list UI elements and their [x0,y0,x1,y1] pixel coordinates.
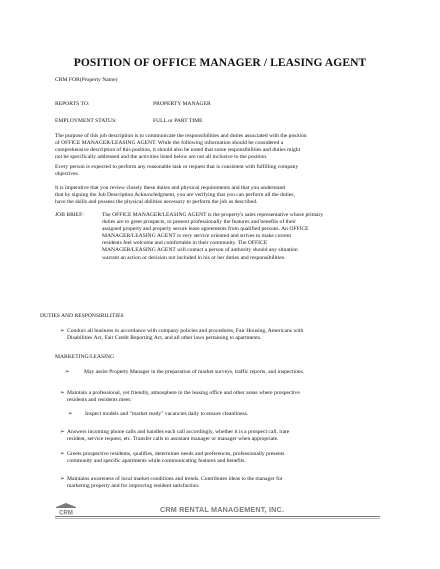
marketing-line: community and specific apartments while communicating features and benefits. [67,458,246,465]
imperative-line: It is imperative that you review closely these duties and physical requirements and that you understand [55,185,286,191]
job-brief-line: duties are to greet prospects, to present professionally the features and benefits of their [102,219,296,226]
crm-logo [55,502,77,516]
marketing-line: Maintains awareness of local market conditions and trends. Contributes ideas to the manager for [67,476,283,482]
job-brief-line: MANAGER/LEASING AGENT is very service oriented and strives to make current [102,233,292,240]
purpose-line: of OFFICE MANAGER/LEASING AGENT. While the following information should be considered a [55,140,284,147]
bullet-arrow-icon: ➢ [65,369,70,375]
marketing-line: marketing property and for improving resident satisfaction. [67,483,200,490]
purpose-line: comprehensive description of this position, it should also be noted that some responsibilities and duties might [55,147,301,154]
marketing-heading: MARKETING/LEASING [55,354,115,360]
bullet-arrow-icon: ➢ [68,411,73,417]
every-person-paragraph [55,164,381,178]
crm-logo-icon [55,502,77,516]
logo-text: CRM [59,510,73,516]
duties-heading: DUTIES AND RESPONSIBILITIES [40,313,124,319]
job-brief-label: JOB BRIEF: [55,212,84,218]
imperative-line: have the skills and possess the physical abilities necessary to perform the job as described. [55,199,258,206]
every-person-line: Every person is expected to perform any reasonable task or request that is consistent with fulfilling company [55,164,299,170]
imperative-line: that by signing the Job Description Acknowledgment, you are verifying that you can perform all the duties, [55,192,295,199]
marketing-item [60,429,382,445]
purpose-line: not be specifically addressed and the activities listed below are not all inclusive to the position. [55,154,268,161]
reports-to-value: PROPERTY MANAGER [153,101,211,107]
marketing-item [68,411,388,420]
footer-divider [55,518,380,519]
job-brief-line: residents feel welcome and comfortable in their community. The OFFICE [102,240,268,247]
employment-status-value: FULL or PART TIME [153,118,203,124]
bullet-arrow-icon: ➢ [60,328,65,334]
marketing-item [65,369,385,378]
duty-item [60,328,380,344]
bullet-arrow-icon: ➢ [60,476,65,482]
footer-company-name: CRM RENTAL MANAGEMENT, INC. [160,505,285,514]
marketing-line: resident, service request, etc. Transfer calls to assistant manager or manager when appropriate. [67,436,279,443]
duty-line: Disabilities Act, Fair Credit Reporting Act, and all other laws pertaining to apartments. [67,335,262,342]
marketing-line: Inspect models and "market ready" vacancies daily to ensure cleanliness. [85,411,249,417]
crm-for-line: CRM FOR(Property Name) [55,77,118,83]
marketing-item [60,476,382,492]
job-brief-line: MANAGER/LEASING AGENT will contact a person of authority should any situation [102,247,298,254]
imperative-paragraph [55,185,381,206]
purpose-line: The purpose of this job description is to communicate the responsibilities and duties associated with the position [55,133,307,139]
marketing-line: residents and residents meet. [67,397,132,404]
job-brief-line: assigned property and properly secure lease agreements from qualified persons. An OFFICE [102,226,309,233]
bullet-arrow-icon: ➢ [60,390,65,396]
duty-line: Conduct all business in accordance with company policies and procedures, Fair Housing, Americans with [67,328,304,334]
document-title: POSITION OF OFFICE MANAGER / LEASING AGENT [73,57,367,69]
reports-to-label: REPORTS TO: [55,101,90,107]
marketing-line: Maintain a professional, yet friendly, atmosphere in the leasing office and other areas where prospective [67,390,300,396]
bullet-arrow-icon: ➢ [60,451,65,457]
marketing-line: Answers incoming phone calls and handles each call accordingly, whether it is a prospect call, irate [67,429,290,435]
every-person-line: objectives. [55,171,80,178]
footer-divider [55,516,380,517]
job-brief-line: warrant an action or decision not included in his or her duties and responsibilities. [102,254,286,261]
marketing-line: May assist Property Manager in the preparation of market surveys, traffic reports, and inspections. [84,369,305,375]
marketing-item [60,390,380,406]
bullet-arrow-icon: ➢ [60,429,65,435]
marketing-line: Greets prospective residents, qualifies, determines needs and preferences, professionally presents [67,451,285,457]
purpose-paragraph [55,133,381,161]
marketing-item [60,451,382,467]
job-brief-paragraph [102,212,381,262]
job-brief-line: The OFFICE MANAGER/LEASING AGENT is the property's sales representative whose primary [102,212,324,218]
employment-status-label: EMPLOYMENT STATUS: [55,118,117,124]
